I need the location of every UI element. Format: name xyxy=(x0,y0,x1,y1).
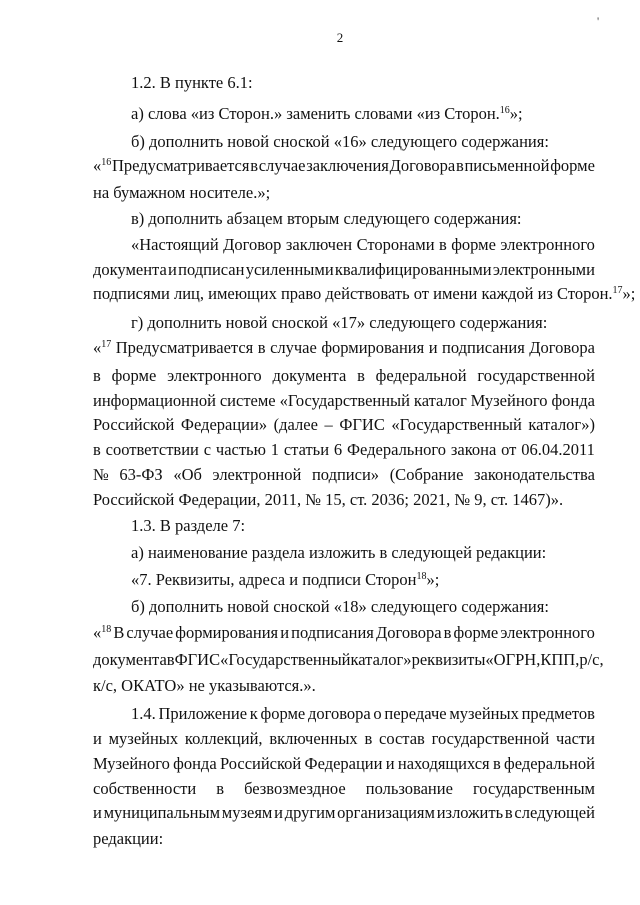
word: форме xyxy=(111,366,157,385)
word: формирования xyxy=(321,338,425,357)
footnote-18-lead xyxy=(93,623,111,643)
word: законодательства xyxy=(474,465,595,484)
item-1-2-g: г) дополнить новой сноской «17» следующего содержания: xyxy=(131,313,548,332)
word: В xyxy=(113,623,125,642)
word: федеральной xyxy=(504,754,595,773)
word: Музейного xyxy=(470,391,548,410)
word: в xyxy=(93,440,101,459)
word: Приложение xyxy=(158,704,248,723)
word: 1.4. xyxy=(131,704,156,723)
footnote-17-line-2 xyxy=(93,366,595,386)
word: муниципальным xyxy=(103,803,221,822)
footnote-16-lead xyxy=(93,156,111,176)
item-1-3-b: б) дополнить новой сноской «18» следующего содержания: xyxy=(131,597,549,616)
footnote-16-line-1 xyxy=(93,156,595,176)
word: подписания xyxy=(442,338,525,357)
word: ФГИС xyxy=(174,650,221,669)
word: в xyxy=(166,650,175,669)
word: в xyxy=(257,338,266,357)
section-1-4-line-1 xyxy=(131,704,595,724)
word: в xyxy=(216,779,225,798)
word: безвозмездное xyxy=(244,779,346,798)
word: государственной xyxy=(477,366,595,385)
word: к xyxy=(249,704,258,723)
word: усиленными xyxy=(245,260,334,279)
footnote-17-lead xyxy=(93,338,111,358)
word: фонда xyxy=(551,391,595,410)
word: и xyxy=(93,729,102,748)
footnote-17-line-4 xyxy=(93,415,595,435)
word: р/с, xyxy=(579,650,604,669)
word: случае xyxy=(258,156,306,175)
corner-mark: ' xyxy=(597,14,600,28)
word: Договора xyxy=(529,338,595,357)
quoted-paragraph-line-3-close: »; xyxy=(622,284,636,303)
section-1-4-line-3 xyxy=(93,754,595,774)
word: Сторонами xyxy=(356,235,435,254)
footnote-17-line-7: Российской Федерации, 2011, № 15, ст. 2036; 2021, № 9, ст. 1467)». xyxy=(93,490,564,509)
word: передаче xyxy=(384,704,447,723)
word: формирования xyxy=(175,623,279,642)
word: 6 xyxy=(333,440,343,459)
footnote-18-line-2 xyxy=(93,650,604,670)
word: «ОГРН, xyxy=(485,650,541,669)
word: № xyxy=(93,465,109,484)
word: и xyxy=(280,623,290,642)
word: фонда xyxy=(173,754,217,773)
word: ФГИС xyxy=(339,415,385,434)
section-1-4-line-2 xyxy=(93,729,595,749)
section-1-3-heading: 1.3. В разделе 7: xyxy=(131,516,246,535)
footnote-18-line-3: к/с, ОКАТО» не указываются.». xyxy=(93,676,316,695)
word: другим xyxy=(284,803,336,822)
word: от xyxy=(501,440,517,459)
section-title-close: »; xyxy=(426,570,440,589)
section-title-text: «7. Реквизиты, адреса и подписи Сторон xyxy=(131,570,417,589)
word: 63-ФЗ xyxy=(119,465,163,484)
word: статьи xyxy=(283,440,330,459)
word: квалифицированными xyxy=(334,260,492,279)
word: форме xyxy=(451,235,496,254)
word: изложить xyxy=(436,803,504,822)
item-1-2-a xyxy=(131,104,523,124)
word: находящихся xyxy=(397,754,490,773)
footnote-18-open: « xyxy=(93,623,102,642)
word: частью xyxy=(215,440,266,459)
word: заключения xyxy=(306,156,389,175)
word: 1 xyxy=(270,440,279,459)
word: реквизиты xyxy=(411,650,486,669)
word: в xyxy=(438,235,447,254)
word: системе xyxy=(219,391,276,410)
word: Российской xyxy=(219,754,302,773)
word: случае xyxy=(126,623,174,642)
word: в xyxy=(455,156,464,175)
word: информационной xyxy=(93,391,216,410)
word: «Настоящий xyxy=(131,235,219,254)
word: Предусматривается xyxy=(115,338,254,357)
word: и xyxy=(428,338,438,357)
word: форме xyxy=(550,156,595,175)
quoted-paragraph-line-2 xyxy=(93,260,595,280)
word: подписания xyxy=(291,623,374,642)
word: форме xyxy=(260,704,306,723)
word: Предусматривается xyxy=(111,156,250,175)
word: предметов xyxy=(521,704,595,723)
footnote-ref-18: 18 xyxy=(416,571,427,582)
footnote-17-line-6 xyxy=(93,465,595,485)
item-1-2-a-close: »; xyxy=(509,104,523,123)
section-1-4-line-6: редакции: xyxy=(93,829,164,848)
word: каталог») xyxy=(528,415,595,434)
word: с xyxy=(203,440,212,459)
word: подписан xyxy=(178,260,245,279)
word: в xyxy=(357,366,365,385)
item-1-2-a-text: а) слова «из Сторон.» заменить словами «из Сторон. xyxy=(131,104,500,123)
word: документа xyxy=(93,650,167,669)
word: в xyxy=(250,156,258,175)
word: музейных xyxy=(449,704,519,723)
word: – xyxy=(324,415,333,434)
word: документа xyxy=(272,366,347,385)
word: каталог» xyxy=(350,650,412,669)
word: заключен xyxy=(285,235,353,254)
footnote-16-line-2: на бумажном носителе.»; xyxy=(93,183,271,202)
item-1-3-a: а) наименование раздела изложить в следующей редакции: xyxy=(131,543,547,562)
word: состав xyxy=(379,729,425,748)
word: и xyxy=(168,260,177,279)
word: коллекций, xyxy=(184,729,263,748)
word: случае xyxy=(270,338,317,357)
word: в xyxy=(364,729,373,748)
word: «Об xyxy=(173,465,202,484)
word: о xyxy=(373,704,382,723)
word: электронного xyxy=(167,366,262,385)
section-1-4-line-4 xyxy=(93,779,595,799)
word: «Государственный xyxy=(279,391,410,410)
footnote-ref-16: 16 xyxy=(499,105,510,116)
footnote-16-marker: 16 xyxy=(101,157,112,168)
word: пользование xyxy=(365,779,453,798)
page-number: 2 xyxy=(336,30,344,45)
word: Федерального xyxy=(346,440,447,459)
word: в xyxy=(93,366,101,385)
section-1-2-heading: 1.2. В пункте 6.1: xyxy=(131,73,253,92)
word: включенных xyxy=(269,729,358,748)
word: закона xyxy=(450,440,497,459)
word: электронными xyxy=(492,260,595,279)
quoted-paragraph-line-3 xyxy=(93,284,635,304)
word: соответствии xyxy=(105,440,199,459)
word: в xyxy=(492,754,501,773)
word: (далее xyxy=(273,415,318,434)
word: документа xyxy=(93,260,167,279)
word: Российской xyxy=(93,415,175,434)
footnote-17-open: « xyxy=(93,338,102,357)
footnote-17-line-1 xyxy=(93,338,595,358)
word: и xyxy=(93,803,102,822)
word: договора xyxy=(307,704,371,723)
word: подписи» xyxy=(311,465,380,484)
word: части xyxy=(555,729,595,748)
word: (Собрание xyxy=(389,465,464,484)
item-1-3-section-title xyxy=(131,570,439,590)
word: письменной xyxy=(464,156,550,175)
footnote-16-open: « xyxy=(93,156,102,175)
quoted-paragraph-line-1 xyxy=(131,235,595,255)
word: электронного xyxy=(500,235,595,254)
word: КПП, xyxy=(540,650,580,669)
word: электронного xyxy=(500,623,595,642)
word: «Государственный xyxy=(391,415,522,434)
word: музейных xyxy=(108,729,179,748)
footnote-17-line-3 xyxy=(93,391,595,411)
footnote-ref-17: 17 xyxy=(612,285,623,296)
footnote-17-line-5 xyxy=(93,440,595,460)
footnote-17-marker: 17 xyxy=(101,339,112,350)
word: государственным xyxy=(472,779,595,798)
word: и xyxy=(274,803,283,822)
word: и xyxy=(385,754,395,773)
word: организациям xyxy=(337,803,435,822)
word: в xyxy=(443,623,452,642)
word: Договор xyxy=(223,235,282,254)
word: Договора xyxy=(375,623,442,642)
section-1-4-line-5 xyxy=(93,803,595,823)
footnote-18-line-1 xyxy=(93,623,595,643)
word: музеям xyxy=(221,803,273,822)
item-1-2-b: б) дополнить новой сноской «16» следующего содержания: xyxy=(131,132,549,151)
footnote-18-marker: 18 xyxy=(101,624,112,635)
word: Федерации xyxy=(304,754,383,773)
word: форме xyxy=(453,623,499,642)
word: Музейного xyxy=(93,754,170,773)
quoted-paragraph-line-3-text: подписями лиц, имеющих право действовать от имени каждой из Сторон. xyxy=(93,284,613,303)
word: собственности xyxy=(93,779,197,798)
word: электронной xyxy=(212,465,302,484)
word: следующей xyxy=(514,803,595,822)
word: Договора xyxy=(389,156,456,175)
word: «Государственный xyxy=(220,650,351,669)
word: федеральной xyxy=(375,366,467,385)
word: 06.04.2011 xyxy=(521,440,595,459)
item-1-2-v: в) дополнить абзацем вторым следующего содержания: xyxy=(131,209,522,228)
word: Федерации» xyxy=(180,415,268,434)
word: в xyxy=(504,803,513,822)
word: государственной xyxy=(431,729,550,748)
word: каталог xyxy=(413,391,467,410)
